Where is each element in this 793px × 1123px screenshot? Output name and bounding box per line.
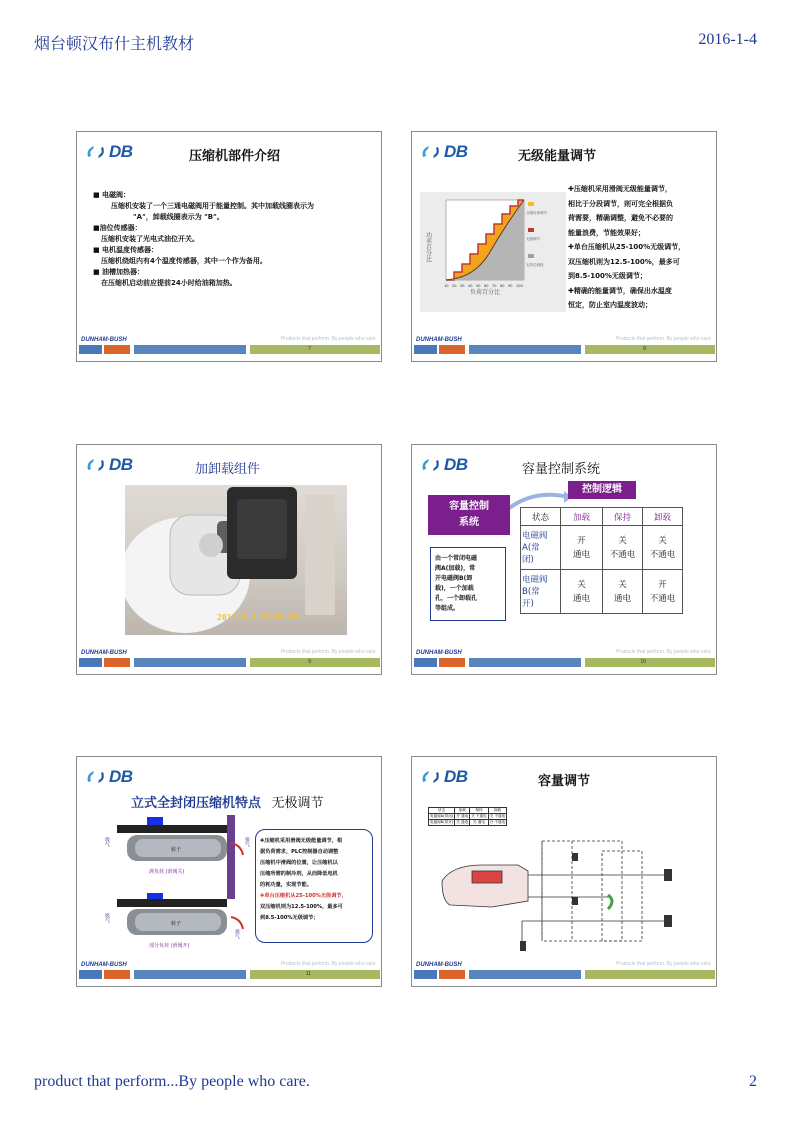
slide-title: 无级能量调节 [518,149,597,164]
suction-label: 吸气 [104,837,110,847]
slide-number: 11 [305,971,311,977]
bullet-head: ■ 油槽加热器： [93,268,145,276]
db-logo: DB [420,455,468,475]
compressor-diagram [87,813,253,963]
table-row: 电磁阀 B(常 开) 关 通电 关 通电 开 不通电 [521,570,683,614]
tagline: Products that perform. By people who care. [615,649,712,655]
db-logo: DB [420,142,468,162]
x-tick: 50 [476,284,481,288]
photo-timestamp: 2011.9.9 03:09 PM [217,613,299,622]
slide-number: 10 [640,659,646,665]
brand-name: DUNHAM-BUSH [81,962,127,968]
db-logo-icon [85,456,107,474]
tagline: Products that perform. By people who care. [280,336,377,342]
slide-footer [77,333,381,361]
slide-footer [412,646,716,674]
bullet-line: 压缩机安装了光电式油位开关。 [101,235,199,243]
db-logo-icon [420,456,442,474]
db-logo-icon [85,768,107,786]
x-tick: 80 [500,284,505,288]
control-logic-label: 控制逻辑 [568,481,636,499]
chart-x-label: 负荷百分比 [470,289,501,296]
brand-name: DUNHAM-BUSH [416,962,462,968]
bullet-line: "A"，卸载线圈表示为 "B"。 [133,213,224,221]
slide-11 [76,756,382,987]
compressor-notes: ✚压缩机采用滑阀无级能量调节，根 据负荷需求，PLC控制器自动调整 压缩机中滑阀的位置，让压缩机以 压缩所需的制冷剂，从而降低电机 的耗功量，实现节能。 ✚单台压缩机从25-100%无级调节， 双压缩机则为12.5-100%，最多可 到8.5-100%无级调节； [255,829,373,943]
bullet-head: ■ 电磁阀： [93,191,131,199]
page-header-title: 烟台顿汉布什主机教材 [34,34,195,53]
bullet-line: 压缩机安装了一个三通电磁阀用于能量控制。其中加载线圈表示为 [111,202,314,210]
system-note: 由一个常闭电磁 阀A(加载)，常 开电磁阀B(卸 载)，一个加载 孔，一个卸载孔 等组成。 [430,547,506,621]
x-tick: 40 [468,284,473,288]
x-tick: 90 [508,284,513,288]
slide-7 [76,131,382,362]
slide-number: 9 [308,659,311,665]
x-tick: 30 [460,284,465,288]
caption-label: 满负荷 (滑阀关) [149,869,185,875]
rotor-label: 转子 [171,921,182,927]
slide-footer [77,646,381,674]
chart-y-label: 功率百分比 [424,232,432,262]
legend-item: 无级调节 [526,237,540,241]
solenoid-photo [125,485,347,635]
slide-footer [77,958,381,986]
slide-8 [411,131,717,362]
slide-title: 立式全封闭压缩机特点 无极调节 [131,796,324,811]
slide-title: 容量控制系统 [522,462,601,477]
slide-9 [76,444,382,675]
discharge-label: 排气 [244,837,250,847]
table-row: 电磁阀A(常闭) 开 通电 关 不通电 关 不通电 [430,814,506,818]
tagline: Products that perform. By people who care. [615,336,712,342]
x-tick: 60 [484,284,489,288]
slide-footer [412,333,716,361]
db-logo: DB [420,767,468,787]
capacity-control-label: 容量控制 系统 [428,495,510,535]
bullet-line: 压缩机绕组内有4个温度传感器，其中一个作为备用。 [101,257,267,265]
page-footer-tagline: product that perform...By people who care. [34,1073,310,1090]
brand-name: DUNHAM-BUSH [81,650,127,656]
slide-title: 压缩机部件介绍 [189,149,281,164]
table-header: 状态 [521,508,561,526]
slide-title: 加卸载组件 [195,462,261,477]
bullet-line: 在压缩机启动前应提前24小时给油箱加热。 [101,279,237,287]
db-logo-icon [420,143,442,161]
tagline: Products that perform. By people who care. [280,961,377,967]
brand-name: DUNHAM-BUSH [416,650,462,656]
suction-label: 吸气 [104,913,110,923]
db-logo: DB [85,767,133,787]
bullet-list [93,190,373,289]
table-header: 卸载 [643,508,683,526]
slide-footer [412,958,716,986]
caption-label: 部分负荷 (滑阀开) [149,943,190,949]
page-header-date: 2016-1-4 [698,31,757,48]
db-logo: DB [85,455,133,475]
table-row: 电磁阀B(常开) 关 通电 关 通电 开 不通电 [430,820,506,824]
legend-item: 分级负荷调节 [526,211,547,215]
slide-number: 8 [643,346,646,352]
x-tick: 20 [452,284,457,288]
mini-control-table: 状态 加载 保持 卸载 电磁阀A(常闭) 开 通电 关 不通电 关 不通电 电磁阀B(常开) 关 通电 关 通电 开 不通电 [430,808,506,824]
capacity-chart [420,192,566,312]
table-header: 加载 [561,508,603,526]
tagline: Products that perform. By people who care. [615,961,712,967]
bullet-head: ■ 电机温度传感器： [93,246,159,254]
legend-item: 无效功消耗 [526,263,544,267]
description-text: ✚压缩机采用滑阀无级能量调节， 相比于分段调节，则可完全根据负 荷需要，精确调整，避免不必要的 能量浪费，节能效果好； ✚单台压缩机从25-100%无级调节， 双压缩机则为12.5-100%，最多可 到8.5-100%无级调节； ✚精确的能量调节，确保出水温度 恒定，防止室内温度波动； [568,185,686,309]
table-header: 保持 [603,508,643,526]
rotor-label: 转子 [171,847,182,853]
bullet-head: ■油位传感器： [93,224,142,232]
x-tick: 70 [492,284,497,288]
discharge-label: 排气 [234,929,240,939]
page-number: 2 [749,1073,757,1090]
tagline: Products that perform. By people who care. [280,649,377,655]
slide-10 [411,444,717,675]
x-tick: 10 [444,284,449,288]
capacity-schematic [432,821,712,961]
control-logic-table [520,507,683,614]
db-logo-icon [420,768,442,786]
db-logo: DB [85,142,133,162]
slide-12 [411,756,717,987]
slide-title: 容量调节 [538,774,591,789]
table-row: 电磁阀 A(常 闭) 开 通电 关 不通电 关 不通电 [521,526,683,570]
db-logo-icon [85,143,107,161]
slide-number: 7 [308,346,311,352]
brand-name: DUNHAM-BUSH [81,337,127,343]
brand-name: DUNHAM-BUSH [416,337,462,343]
x-tick: 100 [516,284,523,288]
